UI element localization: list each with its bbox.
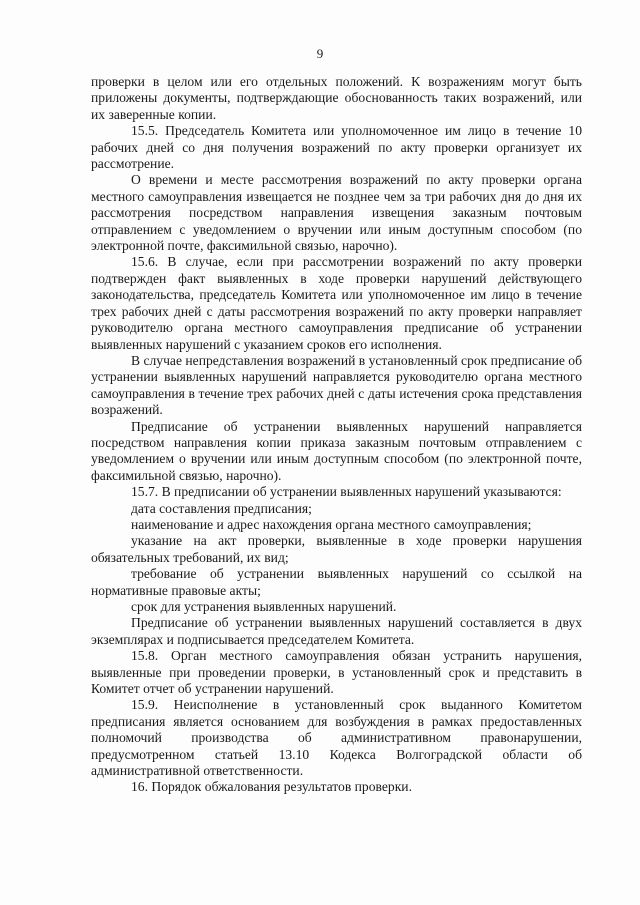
list-item: указание на акт проверки, выявленные в ходе проверки нарушения обязательных требований, их вид; <box>91 533 582 565</box>
page-number: 9 <box>316 46 324 61</box>
section-heading-16: 16. Порядок обжалования результатов проверки. <box>131 779 412 795</box>
list-item: дата составления предписания; <box>131 500 312 516</box>
list-item: наименование и адрес нахождения органа местного самоуправления; <box>131 516 532 532</box>
paragraph-notification: О времени и месте рассмотрения возражений по акту проверки органа местного самоуправления извещается не позднее чем за три рабочих дня до дня их рассмотрения посредством направления извещения заказным почтовым отправлением с уведомлением о вручении или иным доступным способом (по электронной почте, факсимильной связью, нарочно). <box>91 172 582 254</box>
list-item: требование об устранении выявленных нарушений со ссылкой на нормативные правовые акты; <box>91 566 582 598</box>
paragraph-15-8: 15.8. Орган местного самоуправления обязан устранить нарушения, выявленные при проведении проверки, в установленный срок и представить в Комитет отчет об устранении нарушений. <box>91 648 582 697</box>
paragraph-continuation: проверки в целом или его отдельных положений. К возражениям могут быть приложены документы, подтверждающие обоснованность таких возражений, или их заверенные копии. <box>91 74 582 122</box>
paragraph-no-objections: В случае непредставления возражений в установленный срок предписание об устранении выявленных нарушений направляется руководителю органа местного самоуправления в течение трех рабочих дней с даты истечения срока представления возражений. <box>91 352 582 418</box>
document-body <box>91 74 582 796</box>
list-item: срок для устранения выявленных нарушений. <box>131 599 397 614</box>
paragraph-15-9: 15.9. Неисполнение в установленный срок выданного Комитетом предписания является основанием для возбуждения в рамках предоставленных полномочий производства об административном правонарушении, предусмотренном статьей 13.10 Кодекса Волгоградской области об административной ответственности. <box>91 697 582 779</box>
paragraph-order-sending: Предписание об устранении выявленных нарушений направляется посредством направления копии приказа заказным почтовым отправлением с уведомлением о вручении или иным доступным способом (по электронной почте, факсимильной связью, нарочно). <box>91 418 582 483</box>
paragraph-15-5: 15.5. Председатель Комитета или уполномоченное им лицо в течение 10 рабочих дней со дня получения возражений по акту проверки организует их рассмотрение. <box>91 123 582 172</box>
paragraph-copies: Предписание об устранении выявленных нарушений составляется в двух экземплярах и подписывается председателем Комитета. <box>91 615 582 647</box>
paragraph-15-7: 15.7. В предписании об устранении выявленных нарушений указываются: <box>131 484 562 500</box>
paragraph-15-6: 15.6. В случае, если при рассмотрении возражений по акту проверки подтвержден факт выявленных в ходе проверки нарушений действующего законодательства, председатель Комитета или уполномоченное им лицо в течение трех рабочих дней с даты рассмотрения возражений по акту проверки направляет руководителю органа местного самоуправления предписание об устранении выявленных нарушений с указанием сроков его исполнения. <box>91 254 582 352</box>
